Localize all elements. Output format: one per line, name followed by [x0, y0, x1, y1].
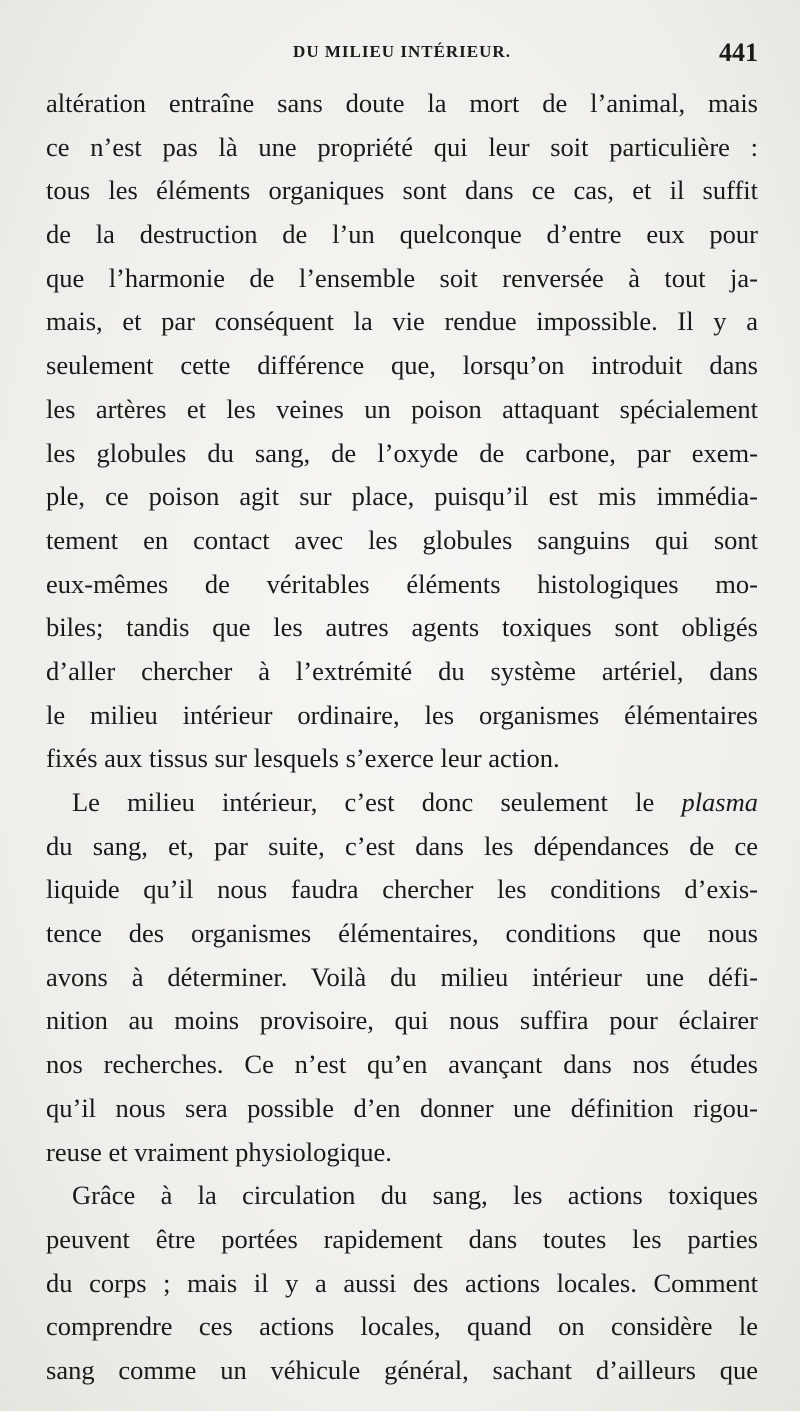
text-line: reuse et vraiment physiologique. — [46, 1136, 392, 1167]
text-line: du sang, et, par suite, c’est dans les dépendances de ce — [46, 830, 758, 861]
text-line: peuvent être portées rapidement dans toutes les parties — [46, 1223, 758, 1254]
text-line: d’aller chercher à l’extrémité du système artériel, dans — [46, 655, 758, 686]
text-line: liquide qu’il nous faudra chercher les conditions d’exis- — [46, 874, 758, 905]
running-title: DU MILIEU INTÉRIEUR. — [293, 42, 511, 61]
text-line: le milieu intérieur ordinaire, les organismes élémentaires — [46, 699, 758, 730]
text-line: du corps ; mais il y a aussi des actions locales. Comment — [46, 1267, 758, 1298]
page-number: 441 — [719, 38, 758, 67]
text-line: biles; tandis que les autres agents toxiques sont obligés — [46, 612, 758, 643]
text-line: sang comme un véhicule général, sachant d’ailleurs que — [46, 1354, 758, 1385]
body-text — [46, 82, 758, 1393]
paragraph-first-line: Grâce à la circulation du sang, les actions toxiques — [72, 1180, 758, 1211]
text-line: de la destruction de l’un quelconque d’entre eux pour — [46, 219, 758, 250]
text-line: comprendre ces actions locales, quand on considère le — [46, 1311, 758, 1342]
text-line: nos recherches. Ce n’est qu’en avançant dans nos études — [46, 1049, 758, 1080]
text-line: ple, ce poison agit sur place, puisqu’il est mis immédia- — [46, 481, 758, 512]
text-span: Le milieu intérieur, c’est donc seulement le — [72, 787, 655, 817]
text-line: altération entraîne sans doute la mort de l’animal, mais — [46, 88, 758, 118]
text-line: eux-mêmes de véritables éléments histologiques mo- — [46, 568, 758, 599]
text-line: les artères et les veines un poison attaquant spécialement — [46, 393, 758, 424]
text-line: qu’il nous sera possible d’en donner une définition rigou- — [46, 1092, 758, 1123]
text-line: tence des organismes élémentaires, conditions que nous — [46, 918, 758, 949]
text-line: tement en contact avec les globules sanguins qui sont — [46, 524, 758, 555]
text-line: avons à déterminer. Voilà du milieu intérieur une défi- — [46, 961, 758, 992]
text-line: ce n’est pas là une propriété qui leur soit particulière : — [46, 131, 758, 162]
text-line: fixés aux tissus sur lesquels s’exerce leur action. — [46, 743, 560, 774]
paragraph-first-line — [46, 781, 758, 825]
page-header — [46, 38, 758, 78]
italic-term: plasma — [681, 787, 758, 817]
text-line: que l’harmonie de l’ensemble soit renversée à tout ja- — [46, 262, 758, 293]
text-line: seulement cette différence que, lorsqu’on introduit dans — [46, 350, 758, 381]
text-line: mais, et par conséquent la vie rendue impossible. Il y a — [46, 306, 758, 337]
text-line: tous les éléments organiques sont dans ce cas, et il suffit — [46, 175, 758, 206]
text-line: nition au moins provisoire, qui nous suffira pour éclairer — [46, 1005, 758, 1036]
text-line: les globules du sang, de l’oxyde de carbone, par exem- — [46, 437, 758, 468]
